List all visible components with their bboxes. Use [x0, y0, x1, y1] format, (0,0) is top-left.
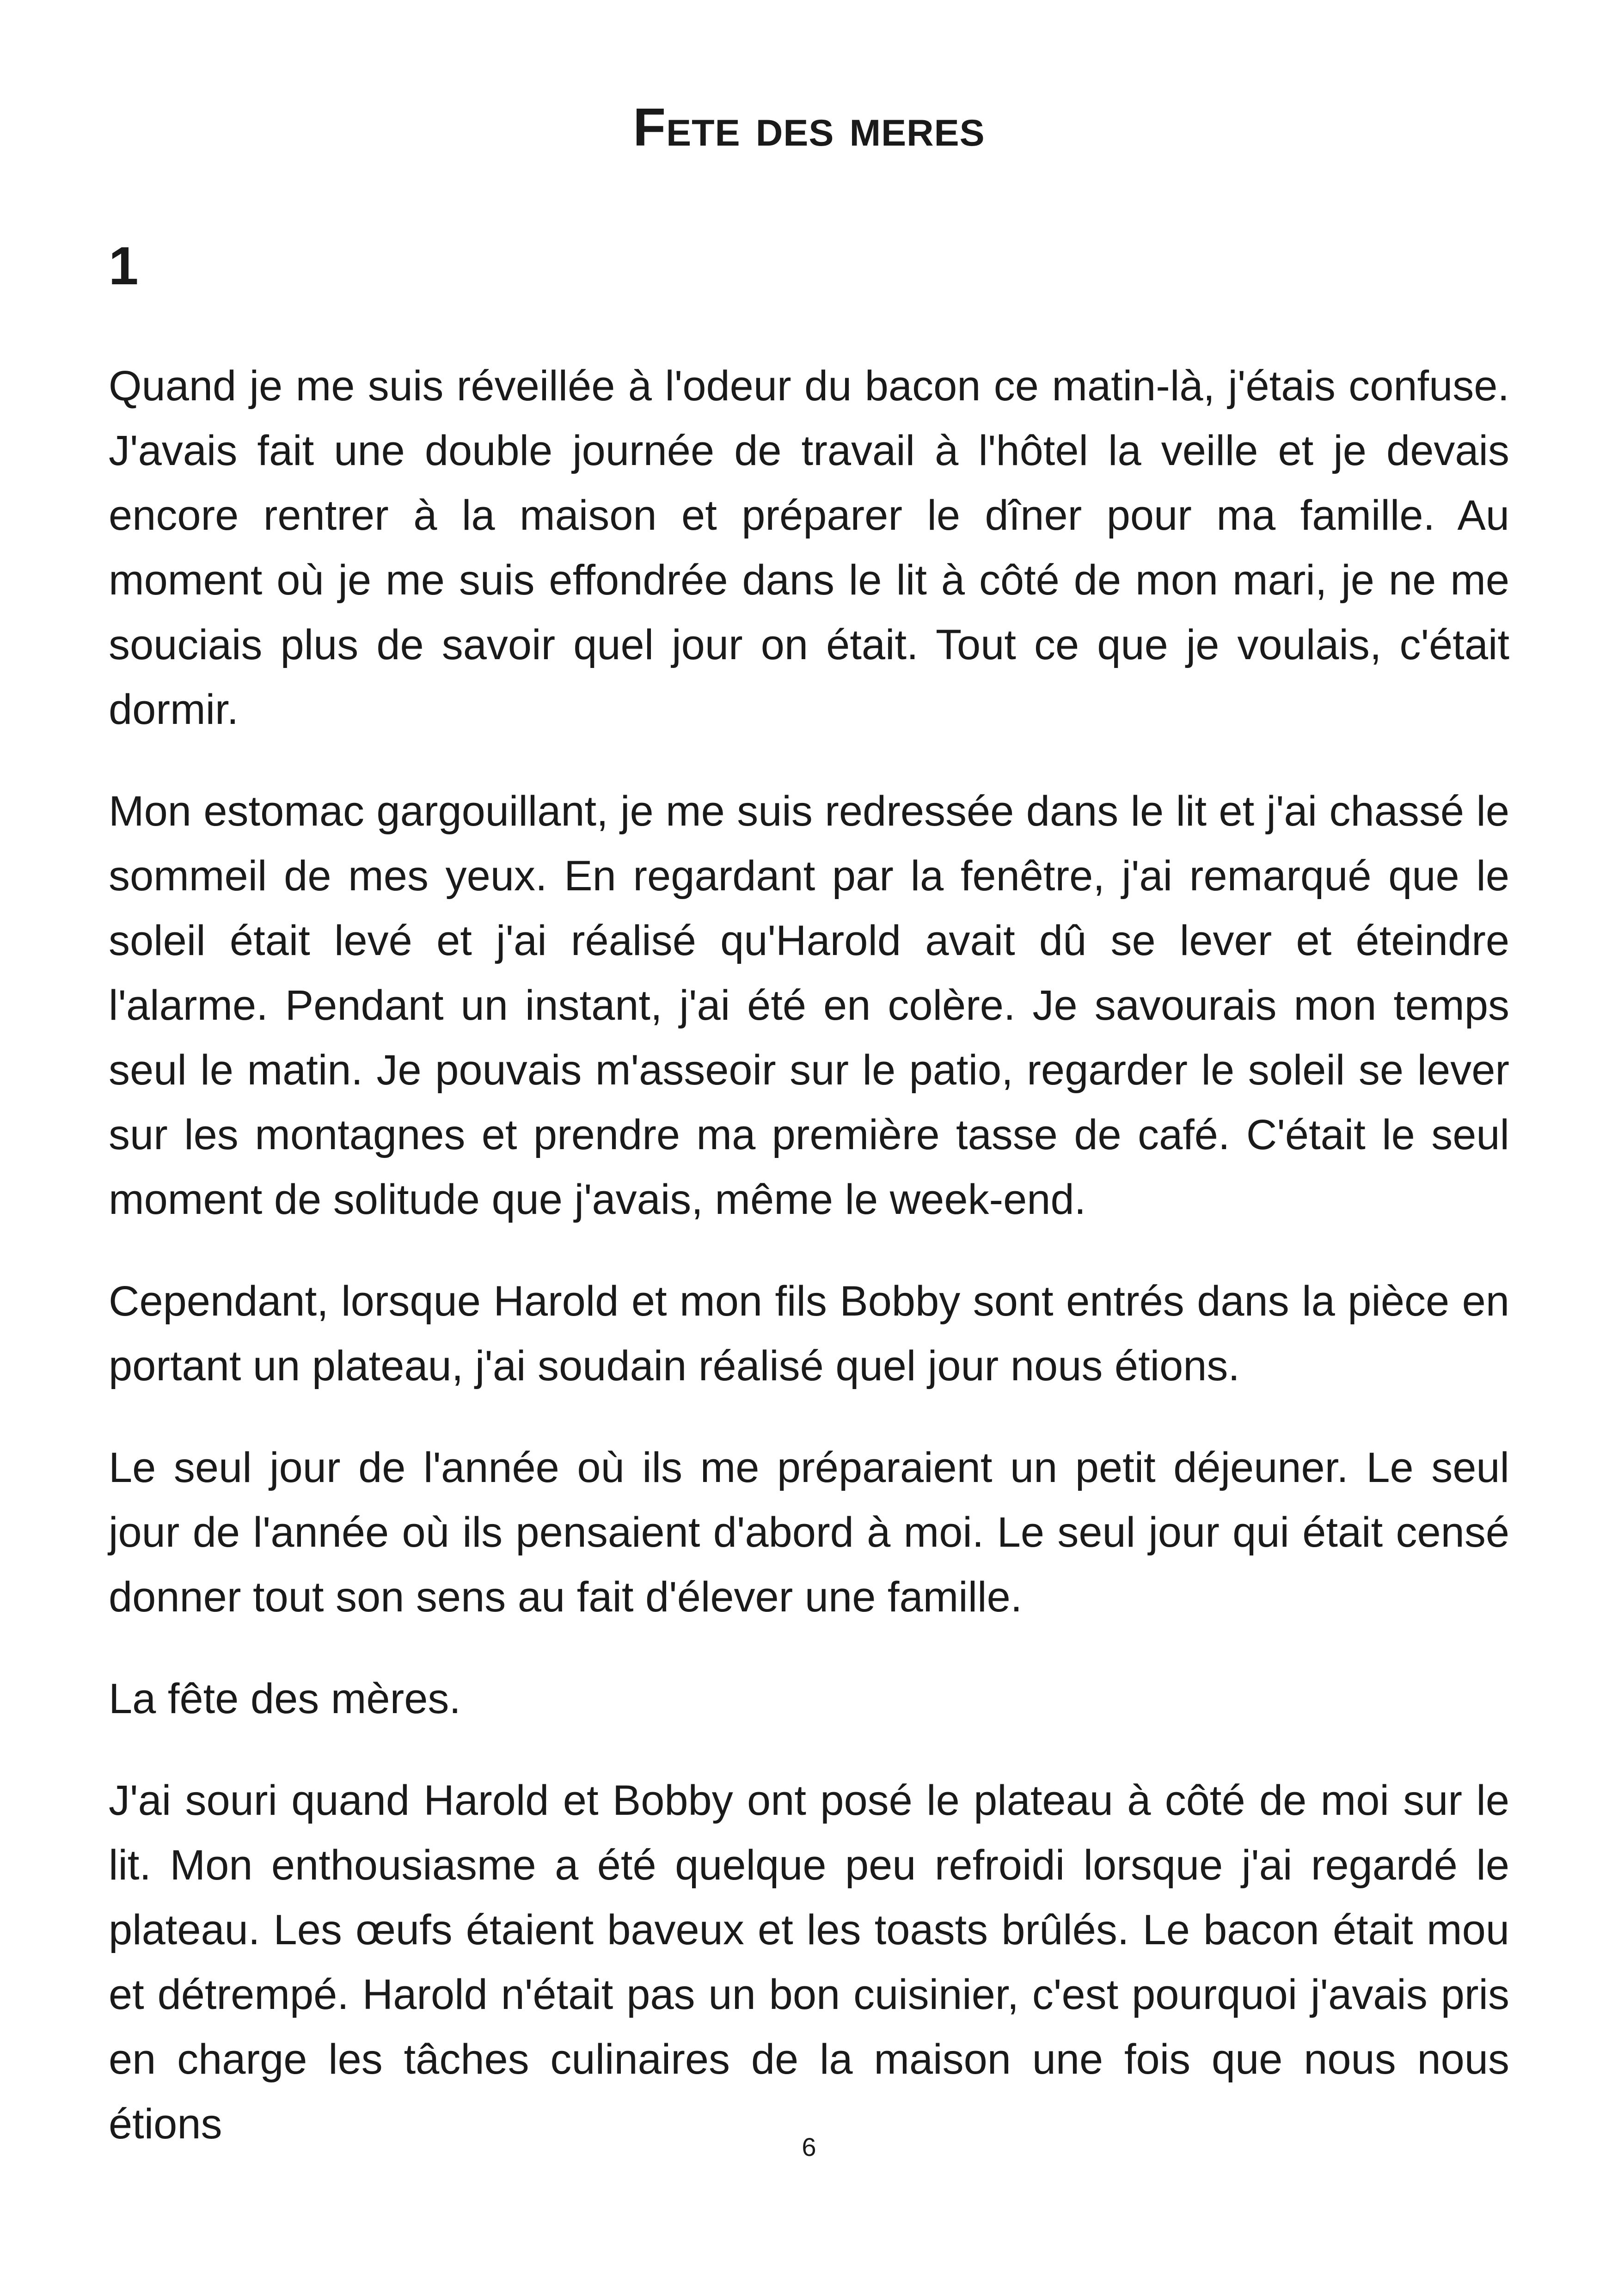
paragraph: J'ai souri quand Harold et Bobby ont posé le plateau à côté de moi sur le lit. Mon enthousiasme a été quelque peu refroidi lorsque j'ai regardé le plateau. Les œufs étaient baveux et les toasts brûlés. Le bacon était mou et détrempé. Harold n'était pas un bon cuisinier, c'est pourquoi j'avais pris en charge les tâches culinaires de la maison une fois que nous nous étions — [109, 1777, 1509, 2148]
paragraph: Quand je me suis réveillée à l'odeur du bacon ce matin-là, j'étais confuse. J'avais fait une double journée de travail à l'hôtel la veille et je devais encore rentrer à la maison et préparer le dîner pour ma famille. Au moment où je me suis effondrée dans le lit à côté de mon mari, je ne me souciais plus de savoir quel jour on était. Tout ce que je voulais, c'était dormir. — [109, 362, 1509, 733]
chapter-number: 1 — [109, 236, 139, 296]
paragraph: La fête des mères. — [109, 1675, 461, 1722]
body-text — [109, 354, 1509, 2193]
paragraph: Le seul jour de l'année où ils me préparaient un petit déjeuner. Le seul jour de l'année où ils pensaient d'abord à moi. Le seul jour qui était censé donner tout son sens au fait d'élever une famille. — [109, 1444, 1509, 1621]
paragraph: Mon estomac gargouillant, je me suis redressée dans le lit et j'ai chassé le sommeil de mes yeux. En regardant par la fenêtre, j'ai remarqué que le soleil était levé et j'ai réalisé qu'Harold avait dû se lever et éteindre l'alarme. Pendant un instant, j'ai été en colère. Je savourais mon temps seul le matin. Je pouvais m'asseoir sur le patio, regarder le soleil se lever sur les montagnes et prendre ma première tasse de café. C'était le seul moment de solitude que j'avais, même le week-end. — [109, 788, 1509, 1223]
paragraph: Cependant, lorsque Harold et mon fils Bobby sont entrés dans la pièce en portant un plateau, j'ai soudain réalisé quel jour nous étions. — [109, 1278, 1509, 1390]
page-number: 6 — [802, 2132, 816, 2161]
page-title: Fete des meres — [633, 97, 985, 157]
